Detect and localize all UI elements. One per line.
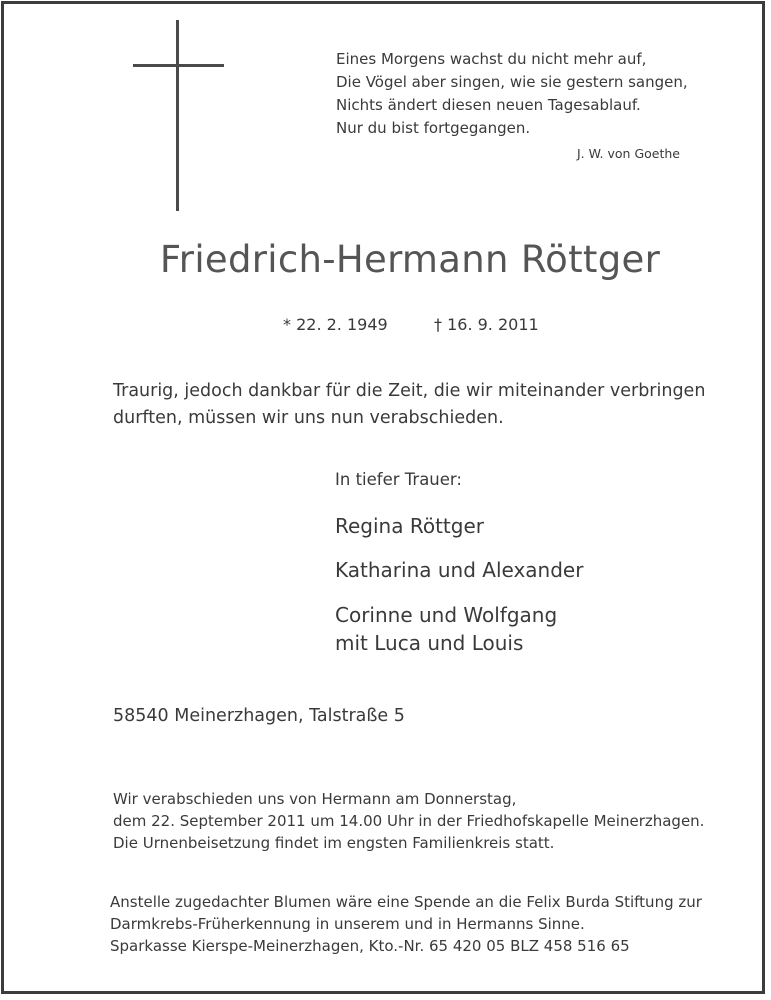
service-notice [113,788,704,854]
service-line: Die Urnenbeisetzung findet im engsten Familienkreis statt. [113,834,555,852]
poem-line: Nur du bist fortgegangen. [336,119,531,137]
donation-line: Sparkasse Kierspe-Meinerzhagen, Kto.-Nr. 65 420 05 BLZ 458 516 65 [110,937,630,955]
family-address: 58540 Meinerzhagen, Talstraße 5 [113,706,405,726]
mourner-group [335,601,557,657]
farewell-line: Traurig, jedoch dankbar für die Zeit, die wir miteinander verbringen [113,381,706,401]
mourner-name: Corinne und Wolfgang [335,603,558,627]
mourner-name: Regina Röttger [335,514,484,538]
cross-vertical-bar [176,20,179,211]
service-line: Wir verabschieden uns von Hermann am Donnerstag, [113,790,517,808]
farewell-line: durften, müssen wir uns nun verabschieden. [113,408,504,428]
deceased-name: Friedrich-Hermann Röttger [159,238,661,281]
service-line: dem 22. September 2011 um 14.00 Uhr in der Friedhofskapelle Meinerzhagen. [113,812,705,830]
poem-line: Die Vögel aber singen, wie sie gestern sangen, [336,73,688,91]
cross-horizontal-bar [133,64,224,67]
poem-quote [336,48,736,140]
mourner-name: Katharina und Alexander [335,558,584,582]
farewell-text [113,378,753,432]
donation-line: Darmkrebs-Früherkennung in unserem und in Hermanns Sinne. [110,915,585,933]
donation-line: Anstelle zugedachter Blumen wäre eine Spende an die Felix Burda Stiftung zur [110,893,702,911]
death-date: † 16. 9. 2011 [434,315,539,334]
mourning-label: In tiefer Trauer: [335,470,462,489]
mourner-name: mit Luca und Louis [335,631,524,655]
poem-author: J. W. von Goethe [577,146,680,161]
poem-line: Eines Morgens wachst du nicht mehr auf, [336,50,647,68]
birth-date: * 22. 2. 1949 [283,315,388,334]
donation-notice [110,891,702,957]
poem-line: Nichts ändert diesen neuen Tagesablauf. [336,96,641,114]
